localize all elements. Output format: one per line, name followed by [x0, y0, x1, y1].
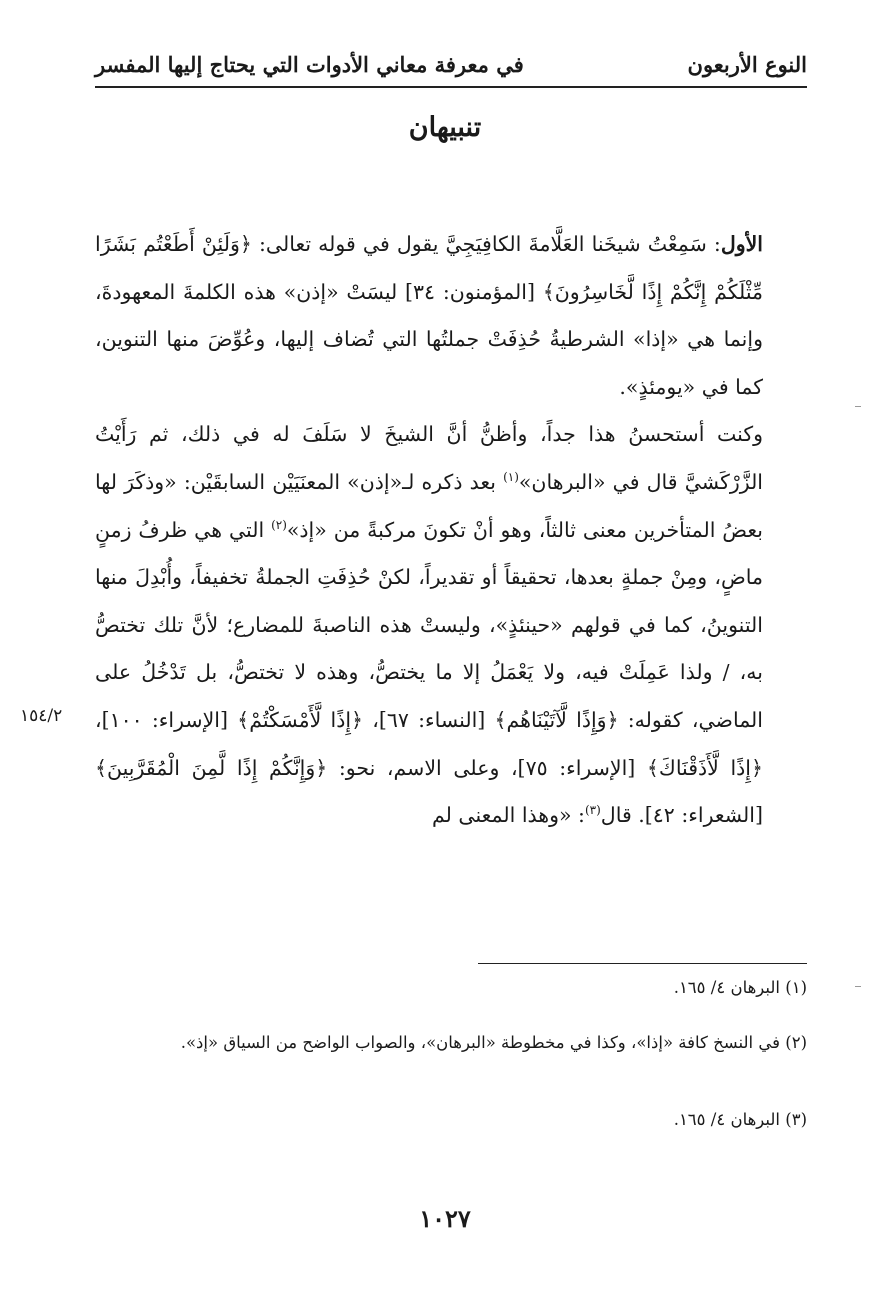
edge-tick — [855, 986, 861, 987]
paragraph-text: التي هي ظرفُ زمنٍ ماضٍ، ومِنْ جملةٍ بعدها، تحقيقاً أو تقديراً، لكنْ حُذِفَتِ الجملةُ تخفيفاً، وأُبْدِلَ منها التنوينُ، كما في قولهم «حينئذٍ»، وليستْ هذه الناصبةَ للمضارع؛ لأنَّ تلك تختصُّ به، / ولذا عَمِلَتْ فيه، ولا يَعْمَلُ إلا ما يختصُّ، وهذه لا تختصُّ، بل تَدْخُلُ على الماضي، كقوله: ﴿وَإِذًا لَّآتَيْنَاهُم﴾ [النساء: ٦٧]، ﴿إِذًا لَّأَمْسَكْتُمْ﴾ [الإسراء: ١٠٠]، ﴿إِذًا لَّأَذَقْنَاكَ﴾ [الإسراء: ٧٥]، وعلى الاسم، نحو: ﴿وَإِنَّكُمْ إِذًا لَّمِنَ الْمُقَرَّبِينَ﴾ [الشعراء: ٤٢]. قال — [95, 517, 763, 828]
paragraph-first-note — [95, 221, 807, 411]
paragraph-text: وكنت أستحسنُ هذا جداً، وأظنُّ أنَّ الشيخَ لا سَلَفَ له في ذلك، ثم رَأَيْتُ الزَّرْكَشيَّ قال في «البرهان» — [95, 422, 764, 494]
edge-tick — [855, 406, 861, 407]
paragraph-text: : سَمِعْتُ شيخَنا العَلَّامةَ الكافِيَجِيَّ يقول في قوله تعالى: ﴿وَلَئِنْ أَطَعْتُم بَشَرًا مِّثْلَكُمْ إِنَّكُمْ إِذًا لَّخَاسِرُونَ﴾ [المؤمنون: ٣٤] ليسَتْ «إذن» هذه الكلمةَ المعهودةَ، وإنما هي «إذا» الشرطيةُ حُذِفَتْ جملتُها التي تُضاف إليها، وعُوِّضَ منها التنوين، كما في «يومئذٍ». — [95, 232, 763, 399]
footnote-ref-3[interactable]: (٣) — [584, 803, 601, 818]
main-text — [95, 221, 807, 840]
paragraph-text: : «وهذا المعنى لم — [431, 803, 585, 828]
manuscript-page-reference: ١٥٤/٢ — [20, 706, 63, 726]
footnote-3: (٣) البرهان ٤/ ١٦٥. — [673, 1110, 807, 1129]
header-rule — [95, 86, 807, 88]
paragraph-text: بعد ذكره لـ«إذن» المعنَيَيْن السابقَيْن: «وذكَرَ لها بعضُ المتأخرين معنى ثالثاً، وهو أنْ تكونَ مركبةً من «إذ» — [95, 469, 763, 542]
footnote-ref-2[interactable]: (٢) — [271, 517, 287, 532]
footnote-separator — [478, 963, 807, 964]
footnote-1: (١) البرهان ٤/ ١٦٥. — [673, 978, 807, 997]
paragraph-second — [95, 411, 807, 839]
footnote-2: (٢) في النسخ كافة «إذا»، وكذا في مخطوطة «البرهان»، والصواب الواضح من السياق «إذ». — [180, 1033, 807, 1052]
page-number: ١٠٢٧ — [419, 1204, 471, 1233]
header-topic: في معرفة معاني الأدوات التي يحتاج إليها المفسر — [95, 52, 524, 77]
paragraph-lead: الأول — [720, 232, 763, 256]
section-title: تنبيهان — [408, 112, 482, 143]
footnote-ref-1[interactable]: (١) — [503, 470, 519, 485]
header-chapter: النوع الأربعون — [687, 52, 807, 77]
running-header — [95, 46, 807, 86]
